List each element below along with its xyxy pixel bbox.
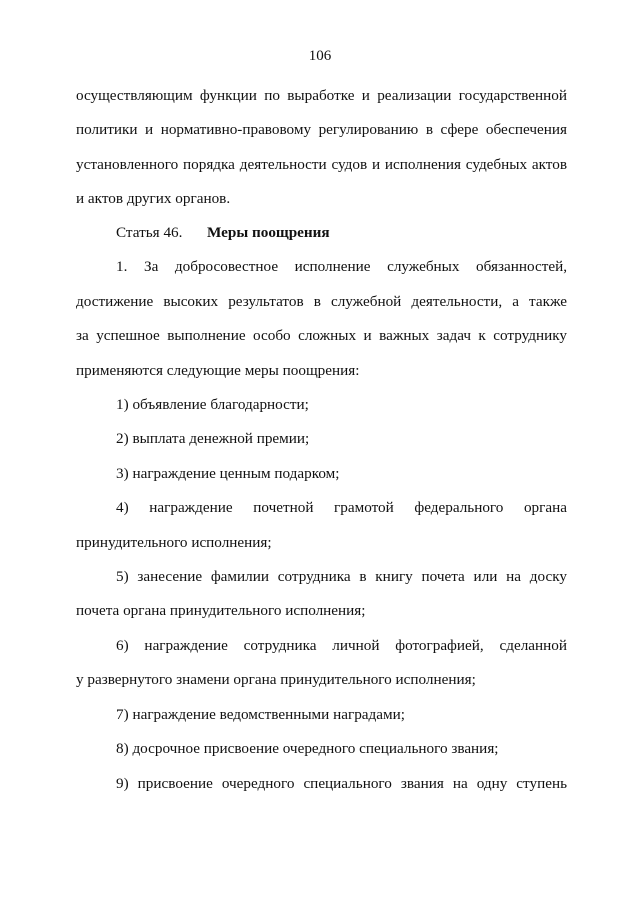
- text-line: у развернутого знамени органа принудительного исполнения;: [76, 671, 476, 689]
- list-item: 4) награждение почетной грамотой федерального органа: [116, 499, 567, 517]
- list-item: 2) выплата денежной премии;: [116, 430, 310, 448]
- text-line: почета органа принудительного исполнения;: [76, 602, 366, 620]
- article-title: Меры поощрения: [207, 224, 330, 241]
- text-line: принудительного исполнения;: [76, 533, 272, 551]
- article-46: [76, 216, 567, 801]
- list-item: 1) объявление благодарности;: [116, 396, 309, 414]
- continuation-text: [76, 79, 567, 217]
- article-number: Статья 46.: [116, 224, 183, 241]
- page-number: 106: [308, 48, 332, 64]
- text-line: установленного порядка деятельности судов и исполнения судебных актов: [76, 155, 567, 173]
- list-item: 5) занесение фамилии сотрудника в книгу почета или на доску: [116, 568, 567, 586]
- list-item: 7) награждение ведомственными наградами;: [116, 705, 405, 723]
- text-line: за успешное выполнение особо сложных и важных задач к сотруднику: [76, 327, 567, 345]
- text-line: 1. За добросовестное исполнение служебных обязанностей,: [116, 258, 567, 276]
- list-item: 9) присвоение очередного специального звания на одну ступень: [116, 774, 567, 792]
- list-item: 3) награждение ценным подарком;: [116, 464, 340, 482]
- text-line: и актов других органов.: [76, 190, 231, 208]
- text-line: политики и нормативно-правовому регулированию в сфере обеспечения: [76, 121, 567, 139]
- text-line: применяются следующие меры поощрения:: [76, 361, 360, 379]
- list-item: 6) награждение сотрудника личной фотографией, сделанной: [116, 636, 567, 654]
- article-heading: [76, 216, 567, 250]
- list-item: 8) досрочное присвоение очередного специального звания;: [116, 740, 499, 758]
- text-line: достижение высоких результатов в служебной деятельности, а также: [76, 292, 567, 310]
- text-line: осуществляющим функции по выработке и реализации государственной: [76, 87, 567, 104]
